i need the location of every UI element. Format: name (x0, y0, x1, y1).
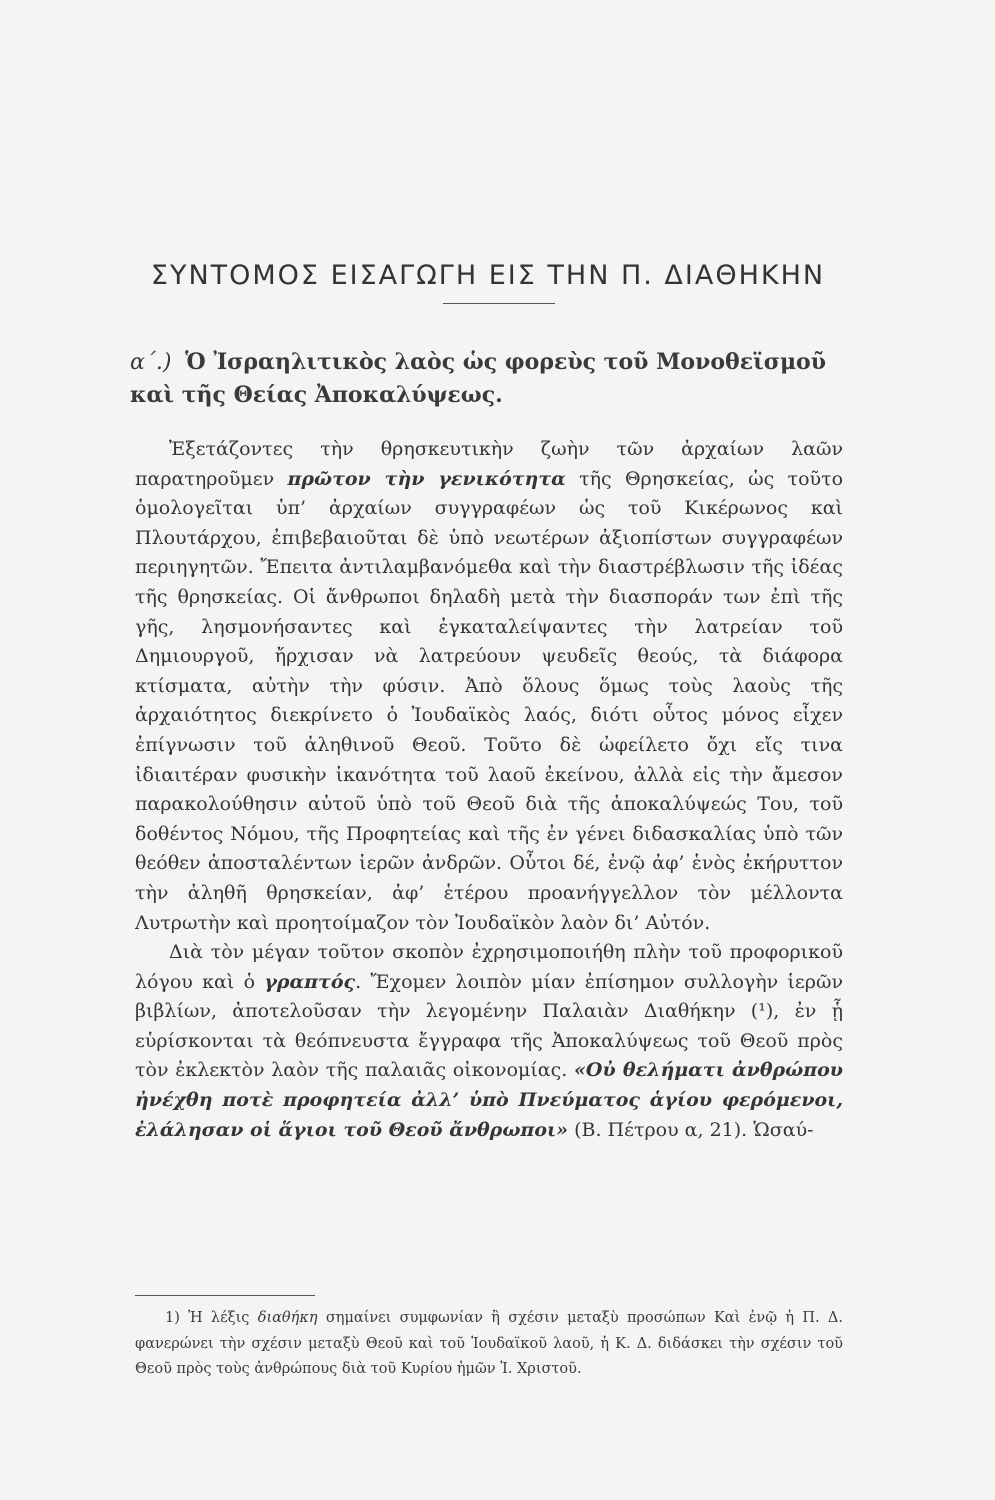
footnote-1-text-1: 1) Ἡ λέξις (165, 1310, 258, 1326)
section-number: α΄.) (130, 350, 172, 375)
body-text (135, 435, 843, 1145)
section-title: Ὁ Ἰσραηλιτικὸς λαὸς ὡς φορεὺς τοῦ Μονοθεϊσμοῦ καὶ τῆς Θείας Ἀποκαλύψεως. (130, 349, 826, 408)
footnotes (135, 1306, 843, 1383)
paragraph-1-text-1: Ἐξετάζοντες τὴν θρησκευτικὴν ζωὴν τῶν ἀρχαίων λαῶν παρατηροῦμεν (135, 438, 843, 490)
paragraph-1-text-2: τῆς Θρησκείας, ὡς τοῦτο ὁμολογεῖται ὑπ’ ἀρχαίων συγγραφέων ὡς τοῦ Κικέρωνος καὶ Πλουτάρχου, ἐπιβεβαιοῦται δὲ ὑπὸ νεωτέρων ἀξιοπίστων συγγραφέων περιηγητῶν. Ἔπειτα ἀντιλαμβανόμεθα καὶ τὴν διαστρέβλωσιν τῆς ἰδέας τῆς θρησκείας. Οἱ ἄνθρωποι δηλαδὴ μετὰ τὴν διασποράν των ἐπὶ τῆς γῆς, λησμονήσαντες καὶ ἐγκαταλείψαντες τὴν λατρείαν τοῦ Δημιουργοῦ, ἤρχισαν νὰ λατρεύουν ψευδεῖς θεούς, τὰ διάφορα κτίσματα, αὐτὴν τὴν φύσιν. Ἀπὸ ὅλους ὅμως τοὺς λαοὺς τῆς ἀρχαιότητος διεκρίνετο ὁ Ἰουδαϊκὸς λαός, διότι οὗτος μόνος εἶχεν ἐπίγνωσιν τοῦ ἀληθινοῦ Θεοῦ. Τοῦτο δὲ ὠφείλετο ὄχι εἴς τινα ἰδιαιτέραν φυσικὴν ἱκανότητα τοῦ λαοῦ ἐκείνου, ἀλλὰ εἰς τὴν ἄμεσον παρακολούθησιν αὐτοῦ ὑπὸ τοῦ Θεοῦ διὰ τῆς ἀποκαλύψεώς Του, τοῦ δοθέντος Νόμου, τῆς Προφητείας καὶ τῆς ἐν γένει διδασκαλίας ὑπὸ τῶν θεόθεν ἀποσταλέντων ἱερῶν ἀνδρῶν. Οὗτοι δέ, ἐνῷ ἀφ’ ἑνὸς ἐκήρυττον τὴν ἀληθῆ θρησκείαν, ἀφ’ ἑτέρου προανήγγελλον τὸν μέλλοντα Λυτρωτὴν καὶ προητοίμαζον τὸν Ἰουδαϊκὸν λαὸν δι’ Αὐτόν. (135, 467, 844, 934)
section-heading (130, 346, 850, 412)
footnote-1-text-2: σημαίνει συμφωνίαν ἢ σχέσιν μεταξὺ προσώπων Καὶ ἐνῷ ἡ Π. Δ. φανερώνει τὴν σχέσιν μεταξὺ Θεοῦ καὶ τοῦ Ἰουδαϊκοῦ λαοῦ, ἡ Κ. Δ. διδάσκει τὴν σχέσιν τοῦ Θεοῦ πρὸς τοὺς ἀνθρώπους διὰ τοῦ Κυρίου ἡμῶν Ἰ. Χριστοῦ. (135, 1310, 843, 1377)
title-divider (443, 303, 555, 304)
paragraph-1 (135, 435, 843, 938)
footnote-1-emphasis: διαθήκη (257, 1310, 318, 1326)
footnote-1 (135, 1306, 843, 1383)
paragraph-2-text-1: Διὰ τὸν μέγαν τοῦτον σκοπὸν ἐχρησιμοποιήθη πλὴν τοῦ προφορικοῦ λόγου καὶ ὁ (135, 941, 843, 993)
paragraph-2-quotation: «Οὐ θελήματι ἀνθρώπου ἠνέχθη ποτὲ προφητεία ἀλλ’ ὑπὸ Πνεύματος ἁγίου φερόμενοι, ἐλάλησαν οἱ ἅγιοι τοῦ Θεοῦ ἄνθρωποι» (135, 1059, 843, 1141)
paragraph-2-text-2: . Ἔχομεν λοιπὸν μίαν ἐπίσημον συλλογὴν ἱερῶν βιβλίων, ἀποτελοῦσαν τὴν λεγομένην Παλαιὰν Διαθήκην (135, 970, 843, 1023)
paragraph-2 (135, 938, 843, 1145)
footnote-divider (135, 1295, 315, 1296)
footnote-reference: (¹) (750, 1000, 774, 1023)
page-title: ΣΥΝΤΟΜΟΣ ΕΙΣΑΓΩΓΗ ΕΙΣ ΤΗΝ Π. ΔΙΑΘΗΚΗΝ (150, 260, 826, 291)
paragraph-2-emphasis-1: γραπτός (264, 970, 356, 993)
paragraph-2-text-4: (Β. Πέτρου α, 21). Ὡσαύ- (568, 1118, 814, 1141)
paragraph-1-emphasis-1: πρῶτον τὴν γενικότητα (287, 467, 566, 490)
paragraph-2-text-3: , ἐν ᾗ εὑρίσκονται τὰ θεόπνευστα ἔγγραφα τῆς Ἀποκαλύψεως τοῦ Θεοῦ πρὸς τὸν ἐκλεκτὸν λαὸν τῆς παλαιᾶς οἰκονομίας. (135, 1000, 844, 1082)
